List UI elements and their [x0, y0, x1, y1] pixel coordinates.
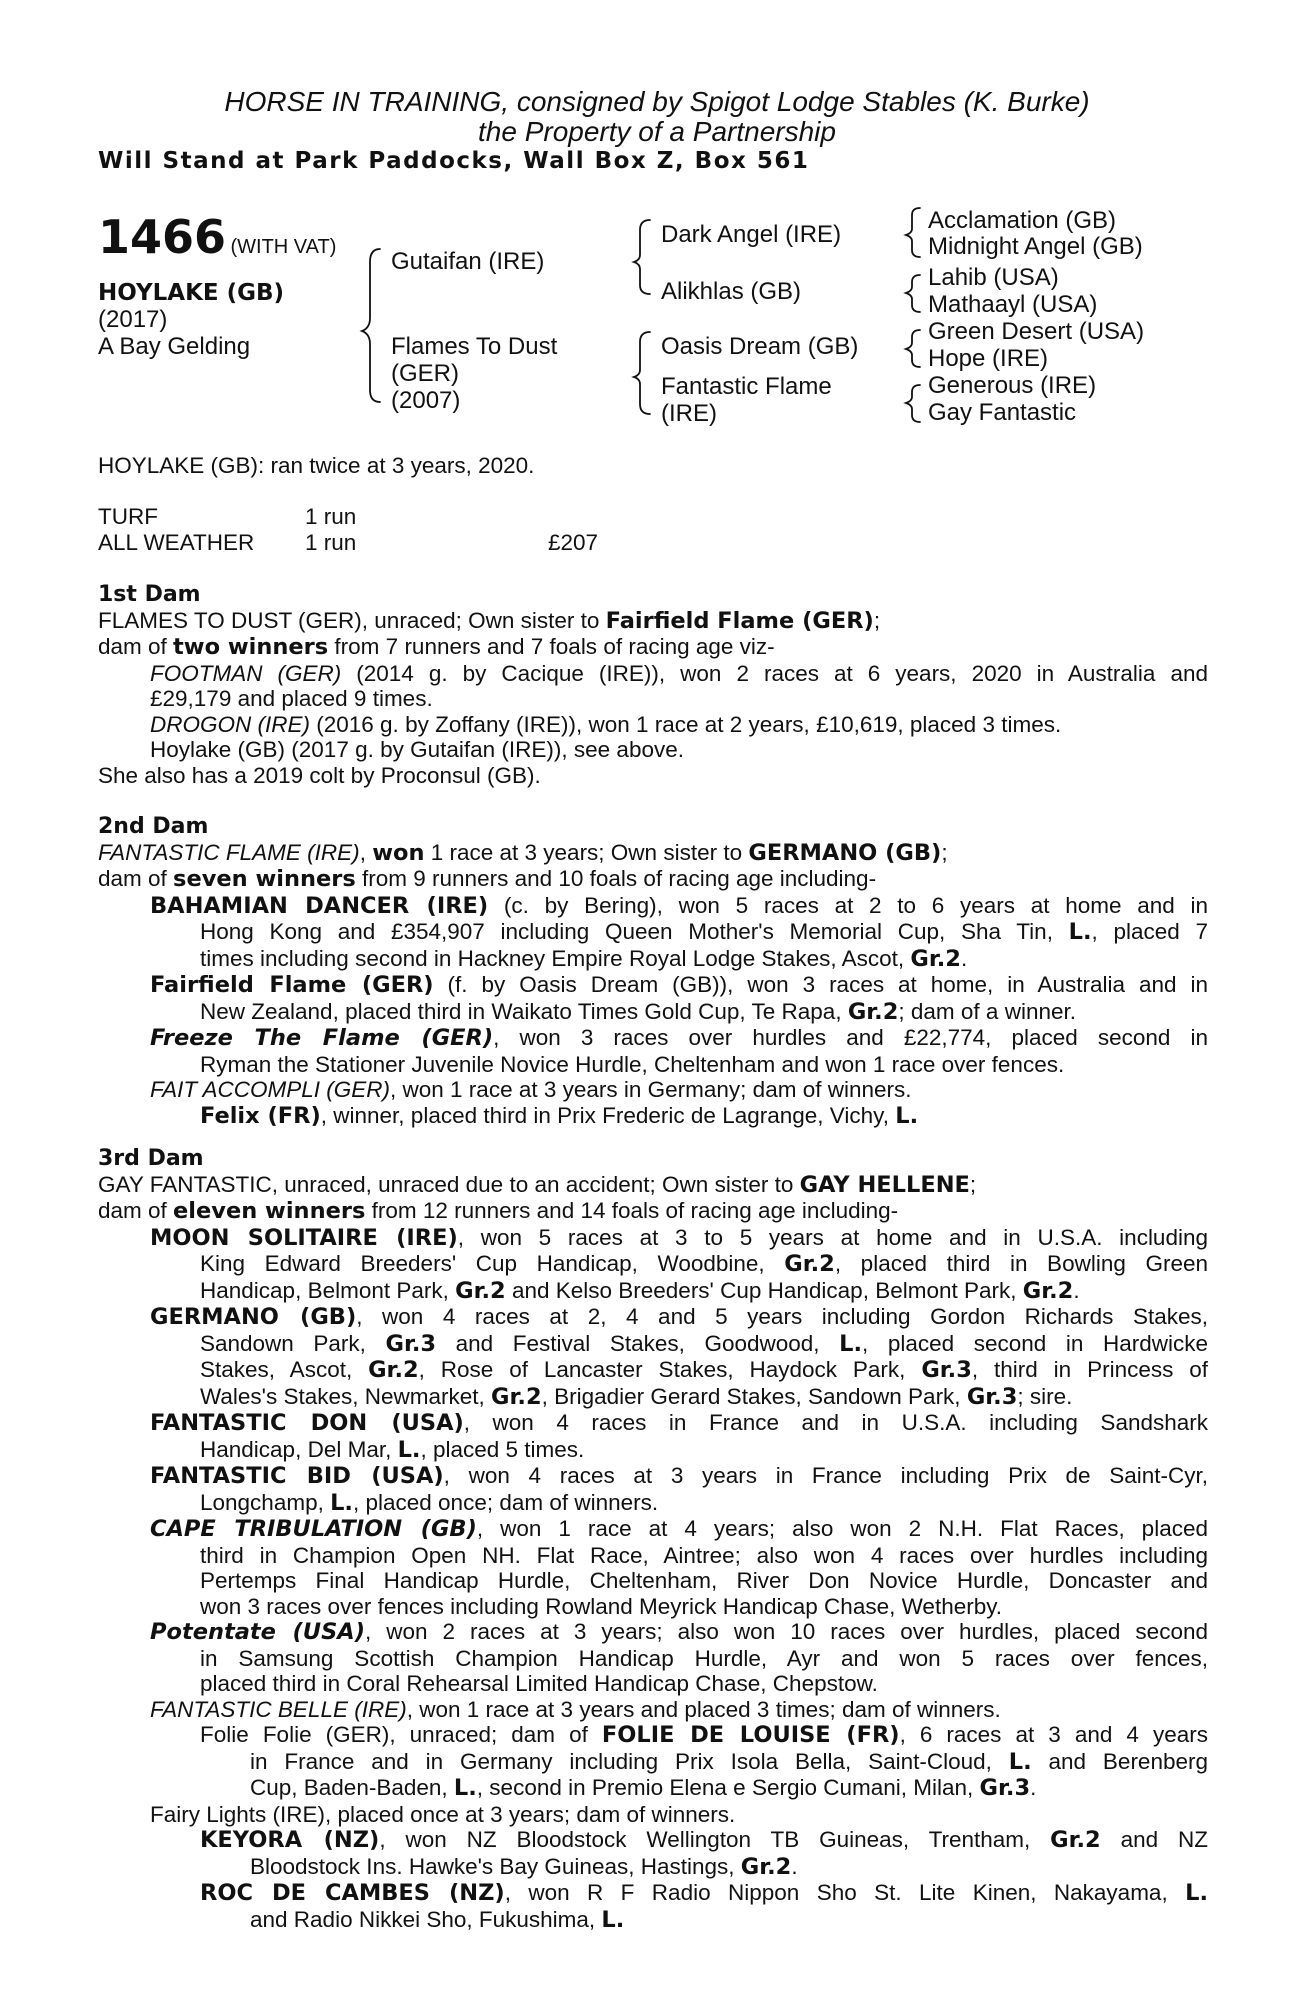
record-row-turf-runs: 1 run [305, 504, 357, 529]
first-dam-line: £29,179 and placed 9 times. [150, 686, 433, 711]
dam-name-line-3: (2007) [391, 387, 461, 414]
third-dam-title: 3rd Dam [98, 1146, 204, 1171]
ggp-bracket-2 [906, 275, 920, 312]
lot-number: 1466 [98, 210, 227, 264]
third-dam-line: in France and in Germany including Prix Isola Bella, Saint-Cloud, L. and Berenberg [250, 1748, 1208, 1775]
third-dam-line: KEYORA (NZ), won NZ Bloodstock Wellington TB Guineas, Trentham, Gr.2 and NZ [200, 1827, 1208, 1853]
third-dam-line: Stakes, Ascot, Gr.2, Rose of Lancaster Stakes, Haydock Park, Gr.3, third in Princess of [200, 1357, 1208, 1383]
third-dam-line: Fairy Lights (IRE), placed once at 3 years; dam of winners. [150, 1801, 736, 1827]
ggp-6: Hope (IRE) [928, 345, 1049, 372]
ggp-bracket-3 [906, 330, 920, 367]
ggp-bracket-4 [906, 385, 920, 422]
record-row-aw-surface: ALL WEATHER [98, 530, 255, 555]
sire-name: Gutaifan (IRE) [391, 248, 545, 275]
third-dam-line: FANTASTIC DON (USA), won 4 races in France and in U.S.A. including Sandshark [150, 1410, 1208, 1436]
third-dam-line: Handicap, Del Mar, L., placed 5 times. [200, 1436, 585, 1463]
first-dam-section [98, 582, 1208, 788]
second-dam-section [98, 814, 1208, 1129]
ggp-8: Gay Fantastic [928, 399, 1077, 426]
second-dam-line: Ryman the Stationer Juvenile Novice Hurdle, Cheltenham and won 1 race over fences. [200, 1051, 1065, 1077]
first-dam-line: dam of two winners from 7 runners and 7 foals of racing age viz- [98, 634, 775, 660]
grandsire-paternal: Dark Angel (IRE) [661, 221, 842, 248]
vat-note: (WITH VAT) [230, 236, 337, 258]
ggp-5: Green Desert (USA) [928, 318, 1145, 345]
second-dam-line: New Zealand, placed third in Waikato Times Gold Cup, Te Rapa, Gr.2; dam of a winner. [200, 998, 1076, 1025]
third-dam-line: Bloodstock Ins. Hawke's Bay Guineas, Hastings, Gr.2. [250, 1853, 798, 1880]
third-dam-line: in Samsung Scottish Champion Handicap Hurdle, Ayr and won 5 races over fences, [200, 1645, 1208, 1671]
second-dam-line: Hong Kong and £354,907 including Queen Mother's Memorial Cup, Sha Tin, L., placed 7 [200, 919, 1208, 945]
third-dam-line: FANTASTIC BELLE (IRE), won 1 race at 3 years and placed 3 times; dam of winners. [150, 1696, 1001, 1722]
ggp-4: Mathaayl (USA) [928, 291, 1098, 318]
first-dam-line: DROGON (IRE) (2016 g. by Zoffany (IRE)), won 1 race at 2 years, £10,619, placed 3 times. [150, 711, 1062, 737]
parents-bracket [362, 249, 380, 402]
third-dam-line: Handicap, Belmont Park, Gr.2 and Kelso Breeders' Cup Handicap, Belmont Park, Gr.2. [200, 1277, 1080, 1304]
second-dam-line: Fairfield Flame (GER) (f. by Oasis Dream (GB)), won 3 races at home, in Australia and in [150, 972, 1208, 998]
third-dam-line: Longchamp, L., placed once; dam of winners. [200, 1489, 659, 1516]
property-line: the Property of a Partnership [478, 116, 836, 147]
ggp-3: Lahib (USA) [928, 264, 1059, 291]
second-dam-line: FAIT ACCOMPLI (GER), won 1 race at 3 years in Germany; dam of winners. [150, 1077, 912, 1102]
ggp-bracket-1 [906, 208, 920, 257]
pedigree-brackets [0, 0, 1314, 460]
horse-year: (2017) [98, 306, 168, 333]
second-dam-line: dam of seven winners from 9 runners and 10 foals of racing age including- [98, 866, 877, 892]
third-dam-line: GAY FANTASTIC, unraced, unraced due to an accident; Own sister to GAY HELLENE; [98, 1171, 977, 1198]
third-dam-line: Sandown Park, Gr.3 and Festival Stakes, Goodwood, L., placed second in Hardwicke [200, 1330, 1208, 1357]
third-dam-section [98, 1146, 1208, 1933]
second-dam-line: Freeze The Flame (GER), won 3 races over hurdles and £22,774, placed second in [150, 1025, 1208, 1051]
first-dam-line: Hoylake (GB) (2017 g. by Gutaifan (IRE)), see above. [150, 737, 684, 762]
horse-name: HOYLAKE (GB) [98, 280, 285, 306]
third-dam-line: Pertemps Final Handicap Hurdle, Cheltenham, River Don Novice Hurdle, Doncaster and [200, 1568, 1208, 1593]
second-dam-line: FANTASTIC FLAME (IRE), won 1 race at 3 years; Own sister to GERMANO (GB); [98, 839, 948, 866]
first-dam-line: FOOTMAN (GER) (2014 g. by Cacique (IRE)), won 2 races at 6 years, 2020 in Australia and [150, 660, 1208, 686]
grandsire-maternal: Oasis Dream (GB) [661, 333, 859, 360]
first-dam-title: 1st Dam [98, 582, 201, 607]
third-dam-line: Potentate (USA), won 2 races at 3 years; also won 10 races over hurdles, placed second [150, 1619, 1208, 1645]
second-dam-line: BAHAMIAN DANCER (IRE) (c. by Bering), won 5 races at 2 to 6 years at home and in [150, 892, 1208, 919]
third-dam-line: CAPE TRIBULATION (GB), won 1 race at 4 years; also won 2 N.H. Flat Races, placed [150, 1516, 1208, 1542]
sire-parents-bracket [634, 220, 650, 294]
record-row-turf-surface: TURF [98, 504, 158, 529]
race-record-summary: HOYLAKE (GB): ran twice at 3 years, 2020. [98, 453, 535, 478]
second-dam-line: Felix (FR), winner, placed third in Prix Frederic de Lagrange, Vichy, L. [200, 1102, 919, 1129]
ggp-7: Generous (IRE) [928, 372, 1097, 399]
third-dam-line: ROC DE CAMBES (NZ), won R F Radio Nippon Sho St. Lite Kinen, Nakayama, L. [200, 1880, 1208, 1906]
third-dam-line: dam of eleven winners from 12 runners and 14 foals of racing age including- [98, 1198, 899, 1224]
record-row-aw-runs: 1 run [305, 530, 357, 555]
third-dam-line: Wales's Stakes, Newmarket, Gr.2, Brigadier Gerard Stakes, Sandown Park, Gr.3; sire. [200, 1383, 1073, 1410]
ggp-2: Midnight Angel (GB) [928, 233, 1143, 260]
third-dam-line: Folie Folie (GER), unraced; dam of FOLIE DE LOUISE (FR), 6 races at 3 and 4 years [200, 1722, 1209, 1748]
record-row-aw-prize: £207 [548, 530, 599, 555]
consignor-line: HORSE IN TRAINING, consigned by Spigot Lodge Stables (K. Burke) [224, 86, 1090, 117]
third-dam-line: placed third in Coral Rehearsal Limited Handicap Chase, Chepstow. [200, 1671, 878, 1696]
dam-name-line-1: Flames To Dust [391, 333, 558, 360]
ggp-1: Acclamation (GB) [928, 207, 1117, 234]
second-dam-title: 2nd Dam [98, 814, 209, 839]
third-dam-line: MOON SOLITAIRE (IRE), won 5 races at 3 to 5 years at home and in U.S.A. including [150, 1224, 1208, 1251]
dam-name-line-2: (GER) [391, 360, 459, 387]
first-dam-line: FLAMES TO DUST (GER), unraced; Own sister to Fairfield Flame (GER); [98, 607, 881, 634]
second-dam-line: times including second in Hackney Empire Royal Lodge Stakes, Ascot, Gr.2. [200, 945, 968, 972]
third-dam-line: won 3 races over fences including Rowland Meyrick Handicap Chase, Wetherby. [200, 1593, 1003, 1619]
granddam-maternal-line-2: (IRE) [661, 400, 717, 427]
third-dam-line: Cup, Baden-Baden, L., second in Premio Elena e Sergio Cumani, Milan, Gr.3. [250, 1775, 1037, 1801]
stand-location-line: Will Stand at Park Paddocks, Wall Box Z, Box 561 [98, 148, 810, 174]
third-dam-line: third in Champion Open NH. Flat Race, Aintree; also won 4 races over hurdles including [200, 1542, 1208, 1568]
third-dam-line: King Edward Breeders' Cup Handicap, Woodbine, Gr.2, placed third in Bowling Green [200, 1251, 1208, 1277]
granddam-paternal: Alikhlas (GB) [661, 278, 802, 305]
third-dam-line: GERMANO (GB), won 4 races at 2, 4 and 5 years including Gordon Richards Stakes, [150, 1304, 1208, 1330]
dam-parents-bracket [634, 332, 650, 414]
horse-description: A Bay Gelding [98, 333, 251, 360]
granddam-maternal-line-1: Fantastic Flame [661, 373, 832, 400]
third-dam-line: FANTASTIC BID (USA), won 4 races at 3 years in France including Prix de Saint-Cyr, [150, 1463, 1208, 1489]
third-dam-line: and Radio Nikkei Sho, Fukushima, L. [250, 1906, 625, 1933]
first-dam-line: She also has a 2019 colt by Proconsul (GB). [98, 762, 541, 788]
